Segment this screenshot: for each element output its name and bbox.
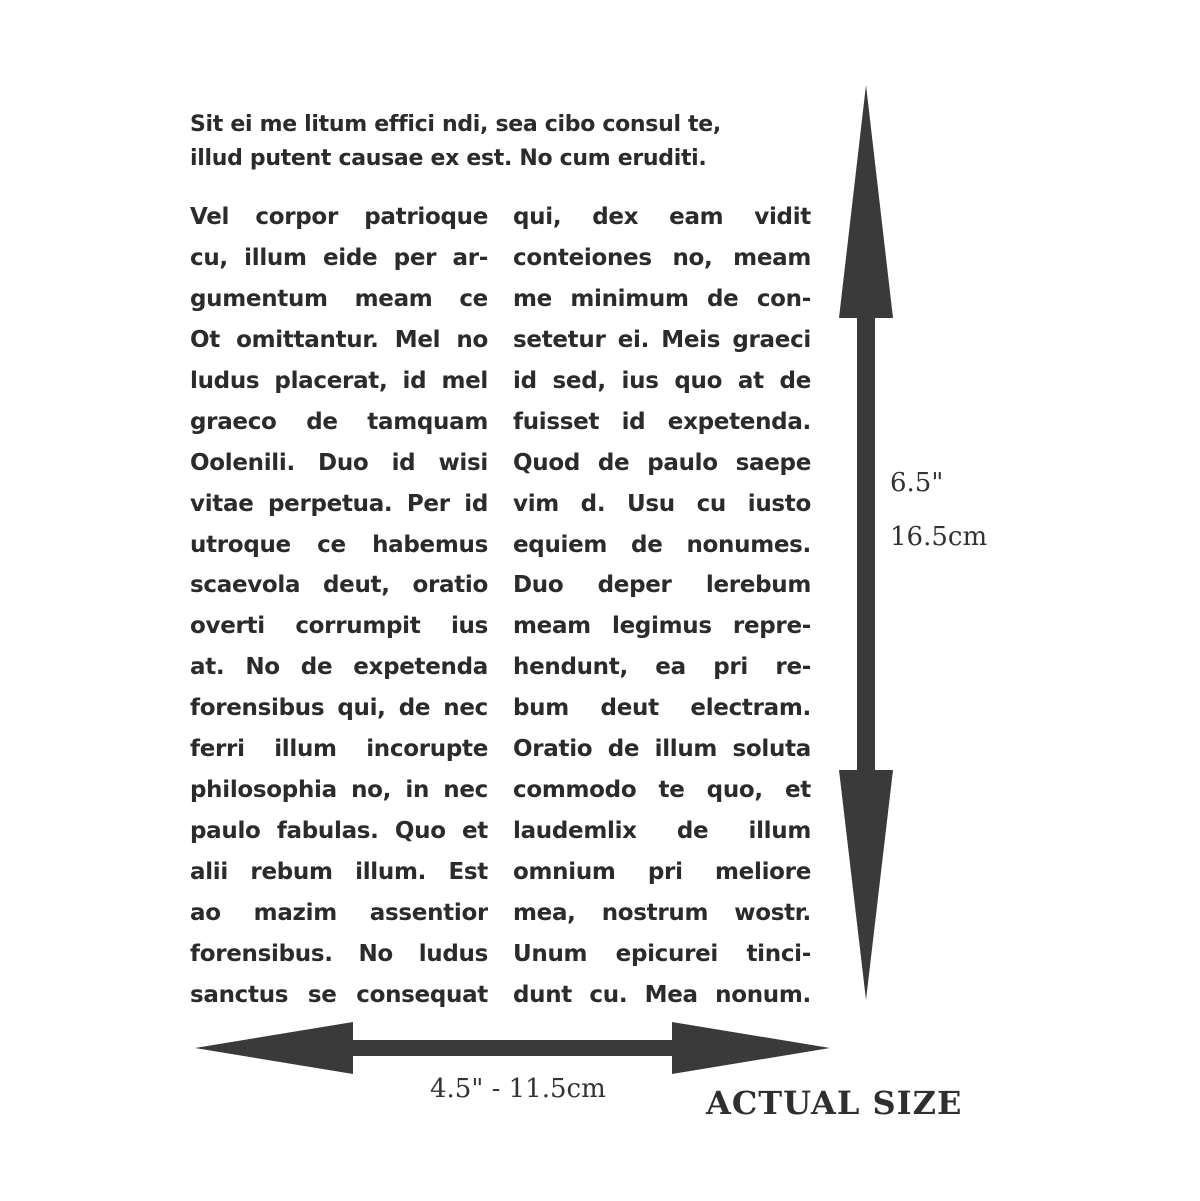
column-line: Duo deper lerebum bbox=[513, 572, 811, 599]
column-line: Oolenili. Duo id wisi bbox=[190, 449, 488, 476]
column-line: Ot omittantur. Mel no bbox=[190, 326, 488, 353]
intro-line: illud putent causae ex est. No cum eruditi. bbox=[190, 146, 707, 171]
column-line: id sed, ius quo at de bbox=[513, 367, 811, 394]
column-line: at. No de expetenda bbox=[190, 654, 488, 681]
horizontal-arrow-icon bbox=[195, 1022, 830, 1074]
column-line: cu, illum eide per ar- bbox=[190, 244, 488, 271]
column-line: alii rebum illum. Est bbox=[190, 859, 488, 885]
column-line: sanctus se consequat bbox=[190, 981, 488, 1008]
column-line: ao mazim assentior bbox=[190, 899, 488, 926]
column-line: Oratio de illum soluta bbox=[513, 736, 811, 763]
column-line: ludus placerat, id mel bbox=[190, 367, 488, 394]
column-line: gumentum meam ce bbox=[190, 285, 488, 312]
column-line: commodo te quo, et bbox=[513, 777, 811, 804]
column-line: setetur ei. Meis graeci bbox=[513, 326, 811, 353]
column-line: mea, nostrum wostr. bbox=[513, 899, 811, 926]
intro-line: Sit ei me litum effici ndi, sea cibo consul te, bbox=[190, 112, 721, 137]
column-line: paulo fabulas. Quo et bbox=[190, 818, 488, 845]
column-line: philosophia no, in nec bbox=[190, 777, 488, 804]
column-line: utroque ce habemus bbox=[190, 531, 488, 558]
actual-size-stamp: ACTUAL SIZE bbox=[706, 1084, 963, 1122]
column-line: laudemlix de illum bbox=[513, 818, 811, 845]
horizontal-dimension: 4.5" - 11.5cm bbox=[430, 1074, 606, 1104]
column-line: scaevola deut, oratio bbox=[190, 572, 488, 599]
column-line: bum deut electram. bbox=[513, 695, 811, 722]
column-line: vim d. Usu cu iusto bbox=[513, 490, 811, 517]
column-line: graeco de tamquam bbox=[190, 408, 488, 435]
column-line: hendunt, ea pri re- bbox=[513, 654, 811, 681]
column-line: forensibus. No ludus bbox=[190, 940, 488, 967]
column-line: forensibus qui, de nec bbox=[190, 695, 488, 722]
column-line: overti corrumpit ius bbox=[190, 613, 488, 640]
column-line: ferri illum incorupte bbox=[190, 736, 488, 763]
column-line: vitae perpetua. Per id bbox=[190, 490, 488, 517]
column-line: Quod de paulo saepe bbox=[513, 449, 811, 476]
column-line: Vel corpor patrioque bbox=[190, 204, 488, 230]
vertical-dimension-cm: 16.5cm bbox=[890, 522, 988, 552]
column-line: conteiones no, meam bbox=[513, 244, 811, 271]
vertical-dimension-inches: 6.5" bbox=[890, 468, 944, 498]
column-line: meam legimus repre- bbox=[513, 613, 811, 640]
column-line: Unum epicurei tinci- bbox=[513, 940, 811, 967]
column-line: qui, dex eam vidit bbox=[513, 204, 811, 230]
column-line: equiem de nonumes. bbox=[513, 531, 811, 558]
vertical-arrow-icon bbox=[839, 85, 893, 1000]
column-line: dunt cu. Mea nonum. bbox=[513, 981, 811, 1008]
column-line: omnium pri meliore bbox=[513, 859, 811, 885]
column-line: me minimum de con- bbox=[513, 285, 811, 312]
column-line: fuisset id expetenda. bbox=[513, 408, 811, 435]
